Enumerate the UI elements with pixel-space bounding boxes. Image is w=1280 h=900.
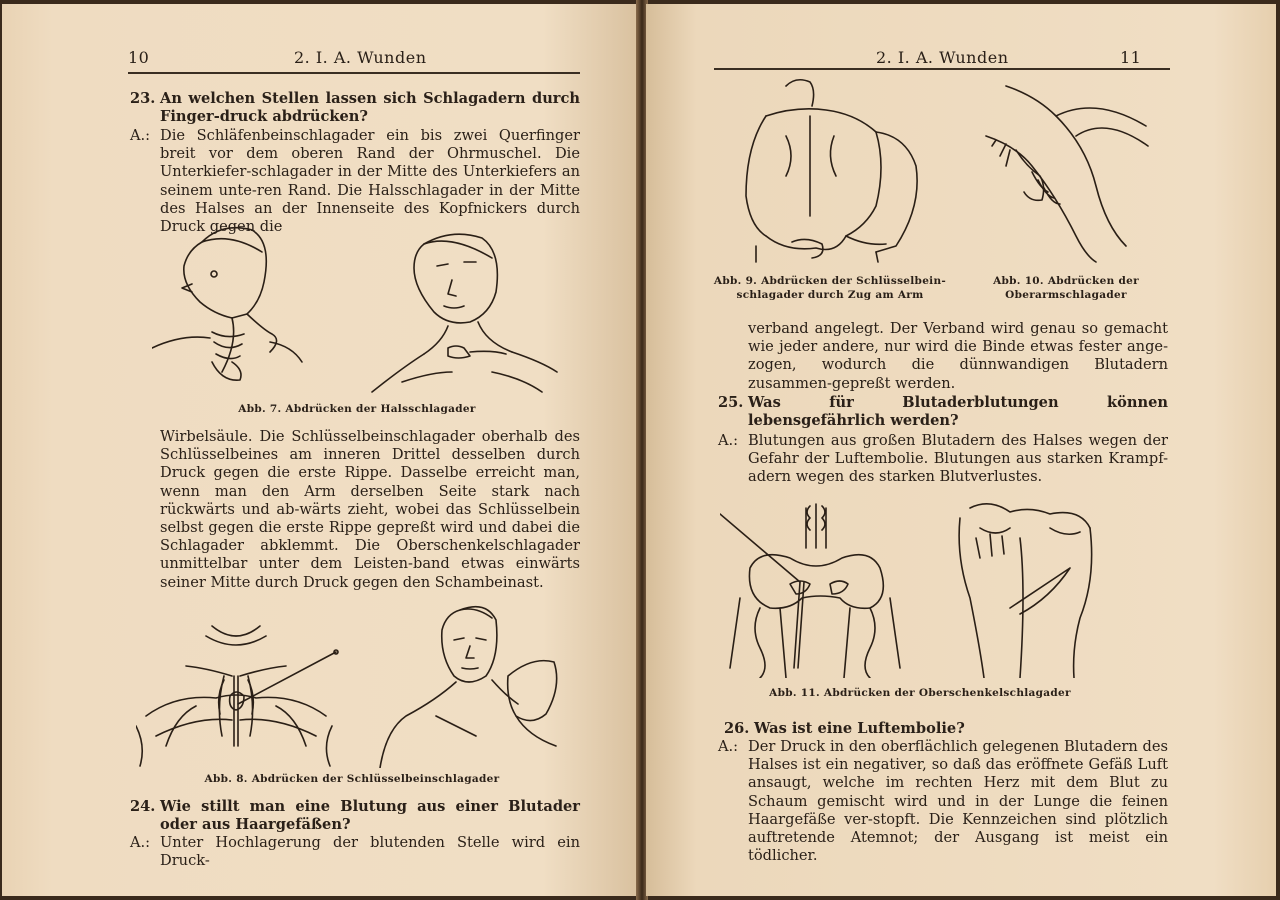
page-number-left: 10 xyxy=(128,48,150,67)
q24-answer-label: A.: xyxy=(130,834,151,851)
right-page xyxy=(646,4,1276,896)
q24-question: Wie stillt man eine Blutung aus einer Blutader oder aus Haargefäßen? xyxy=(160,798,580,834)
figure-9-caption: Abb. 9. Abdrücken der Schlüsselbein-schlagader durch Zug am Arm xyxy=(713,275,947,301)
figure-9-pull-arm xyxy=(726,76,926,266)
q23-answer-part2: Wirbelsäule. Die Schlüsselbeinschlagader oberhalb des Schlüsselbeines am inneren Drittel desselben durch Druck gegen die erste Rippe. Dasselbe erreicht man, wenn man den Arm derselben Seite stark nach rückwärts und ab-wärts zieht, wobei das Schlüsselbein selbst gegen die erste Rippe gepreßt wird und dabei die Schlagader abklemmt. Die Oberschenkelschlagader unmittelbar unter dem Leisten-band etwas einwärts seiner Mitte durch Druck gegen den Schambeinast. xyxy=(160,428,580,591)
running-head-right: 2. I. A. Wunden xyxy=(876,48,1009,67)
q26-answer: Der Druck in den oberflächlich gelegenen Blutadern des Halses ist ein negativer, so daß das eröffnete Gefäß Luft ansaugt, welche im rechten Herz mit dem Blut zu Schaum gemischt wird und in der Lunge die feinen Haargefäße ver-stopft. Die Kennzeichen sind plötzlich auftretende Atemnot; der Ausgang ist meist ein tödlicher. xyxy=(748,738,1168,865)
figure-10-caption: Abb. 10. Abdrücken der Oberarmschlagader xyxy=(993,275,1139,301)
q25-answer-label: A.: xyxy=(718,432,739,449)
figure-10-upper-arm xyxy=(976,76,1156,266)
figure-8-collarbone-artery xyxy=(136,596,568,768)
q26-question: Was ist eine Luftembolie? xyxy=(754,720,965,737)
figure-7-caption: Abb. 7. Abdrücken der Halsschlagader xyxy=(238,403,476,415)
q23-number: 23. xyxy=(130,90,156,107)
figure-7-neck-artery xyxy=(152,222,562,398)
q23-question: An welchen Stellen lassen sich Schlagadern durch Finger-druck abdrücken? xyxy=(160,90,580,126)
q24-number: 24. xyxy=(130,798,156,815)
q24-answer-continuation: verband angelegt. Der Verband wird genau so gemacht wie jeder andere, nur wird die Binde etwas fester ange-zogen, wodurch die dünnwandigen Blutadern zusammen-gepreßt werden. xyxy=(748,320,1168,392)
q26-answer-label: A.: xyxy=(718,738,739,755)
q24-answer: Unter Hochlagerung der blutenden Stelle wird ein Druck- xyxy=(160,834,580,870)
q25-answer: Blutungen aus großen Blutadern des Halses wegen der Gefahr der Luftembolie. Blutungen aus starken Krampf-adern wegen des starken Blutverlustes. xyxy=(748,432,1168,486)
q23-answer-part1: Die Schläfenbeinschlagader ein bis zwei Querfinger breit vor dem oberen Rand der Ohrmuschel. Die Unterkiefer-schlagader in der Mitte des Unterkiefers an seinem unte-ren Rand. Die Halsschlagader in der Mitte des Halses an der Innenseite des Kopfnickers durch Druck gegen die xyxy=(160,127,580,236)
figure-11-caption: Abb. 11. Abdrücken der Oberschenkelschlagader xyxy=(769,687,1071,699)
q26-number: 26. xyxy=(724,720,750,737)
running-head-left: 2. I. A. Wunden xyxy=(294,48,427,67)
left-page xyxy=(2,4,638,896)
header-rule-left xyxy=(128,72,580,74)
figure-11-thigh-artery xyxy=(720,498,1120,678)
q25-number: 25. xyxy=(718,394,744,411)
header-rule-right xyxy=(714,68,1170,70)
q25-question: Was für Blutaderblutungen können lebensgefährlich werden? xyxy=(748,394,1168,430)
page-number-right: 11 xyxy=(1120,48,1142,67)
q23-answer-label: A.: xyxy=(130,127,151,144)
figure-8-caption: Abb. 8. Abdrücken der Schlüsselbeinschlagader xyxy=(204,773,500,785)
